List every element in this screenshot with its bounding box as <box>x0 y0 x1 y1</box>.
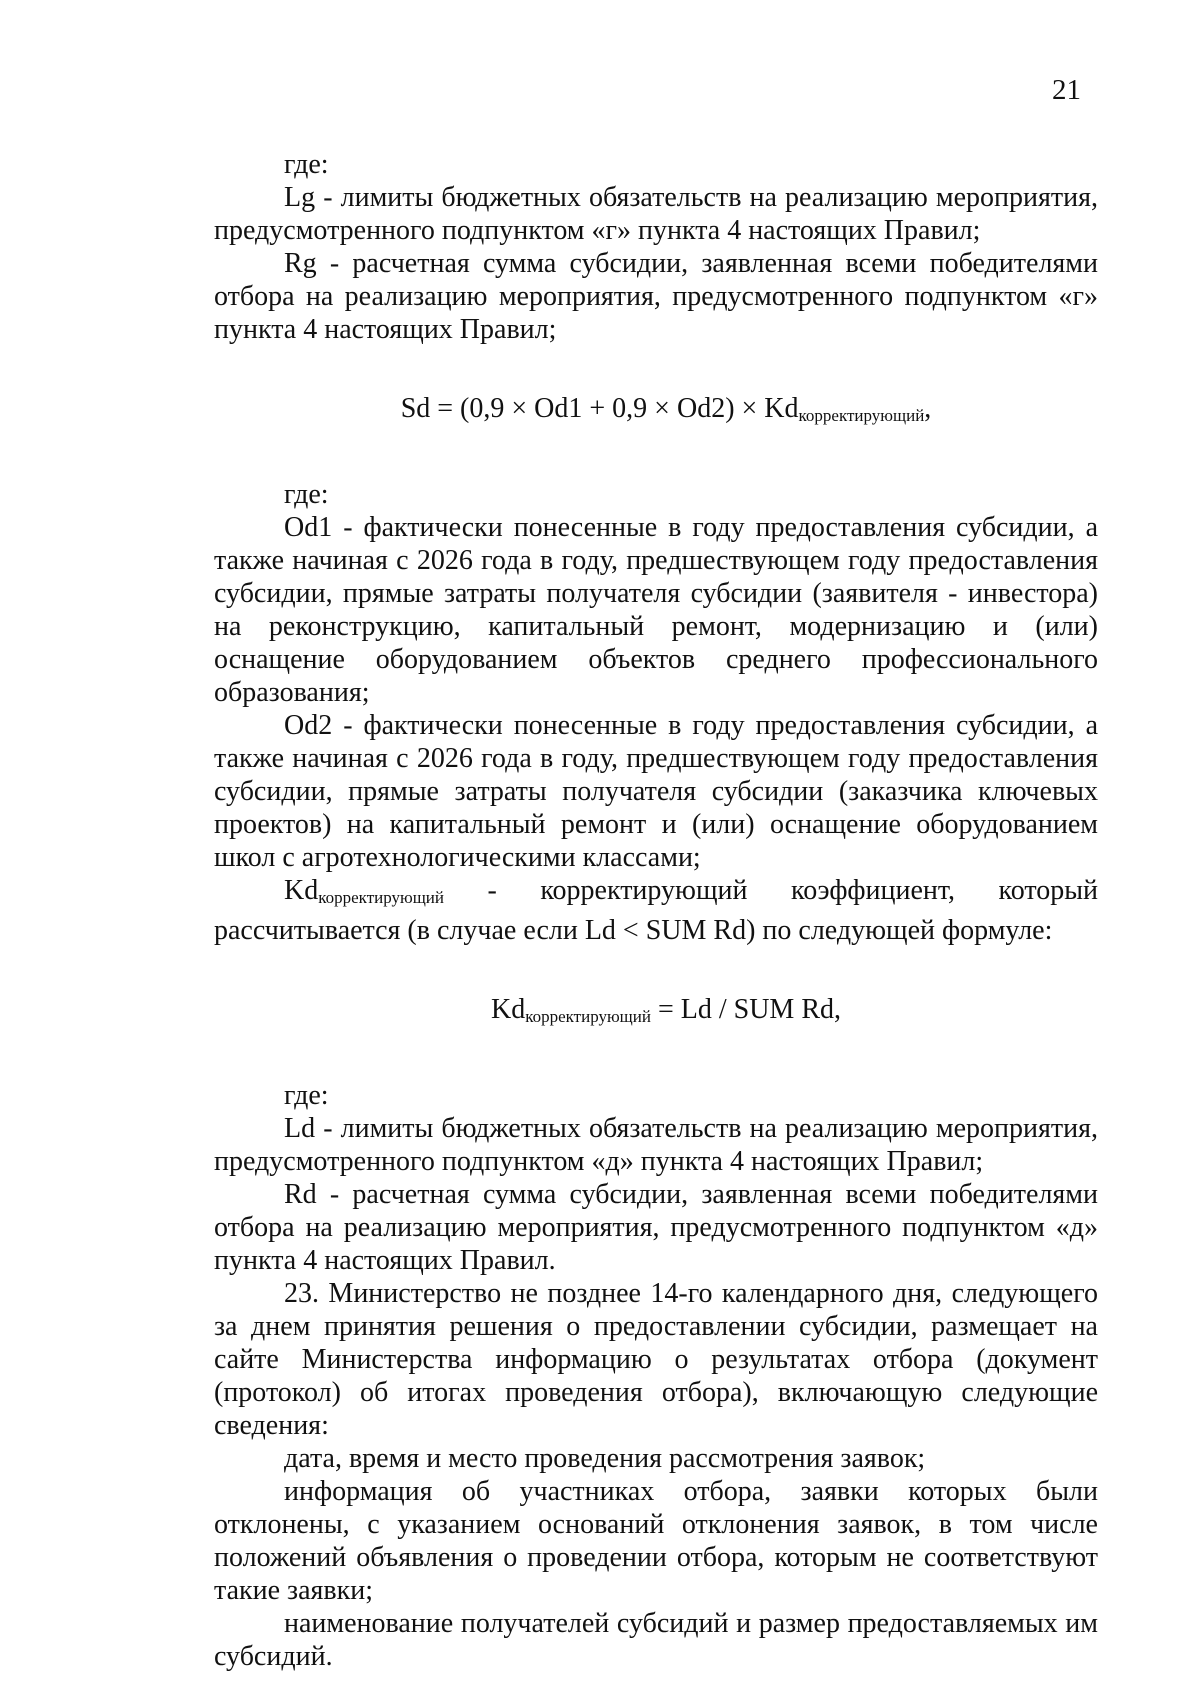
formula-kd-main: Kd <box>490 994 526 1025</box>
where-label: где: <box>284 479 329 510</box>
paragraph-rd-definition: Rd - расчетная сумма субсидии, заявленная всеми победителями отбора на реализацию мероприятия, предусмотренного подпунктом «д» пункта 4 настоящих Правил. <box>214 1179 1098 1276</box>
formula-sd-subscript: корректирующий <box>798 406 925 425</box>
where-label: где: <box>284 149 329 180</box>
formula-kd-subscript: корректирующий <box>525 1007 651 1026</box>
paragraph-od1-definition: Od1 - фактически понесенные в году предоставления субсидии, а также начиная с 2026 года в году, предшествующем году предоставления субсидии, прямые затраты получателя субсидии (заявителя - инвестора) на реконструкцию, капитальный ремонт, модернизацию и (или) оснащение оборудованием объектов среднего профессионального образования; <box>214 512 1098 708</box>
formula-kd-tail: = Ld / SUM Rd, <box>650 994 842 1025</box>
paragraph-rg-definition: Rg - расчетная сумма субсидии, заявленная всеми победителями отбора на реализацию мероприятия, предусмотренного подпунктом «г» пункта 4 настоящих Правил; <box>214 248 1098 345</box>
formula-sd-main: Sd = (0,9 × Od1 + 0,9 × Od2) × Kd <box>400 393 799 424</box>
formula-kd <box>214 993 1098 1033</box>
paragraph-kd-definition: $Kd_{корректирующий}$ - корректирующий коэффициент, который рассчитывается (в случае если Ld < SUM Rd) по следующей формуле: <box>214 875 1098 946</box>
paragraph-list-item-recipients: наименование получателей субсидий и размер предоставляемых им субсидий. <box>214 1608 1098 1672</box>
kd-term: $Kd_{корректирующий}$ <box>284 875 444 907</box>
paragraph-list-item-participants: информация об участниках отбора, заявки которых были отклонены, с указанием оснований отклонения заявок, в том числе положений объявления о проведении отбора, которым не соответствуют такие заявки; <box>214 1476 1098 1606</box>
where-label: где: <box>284 1080 329 1111</box>
document-body <box>214 148 1098 1673</box>
paragraph-ld-definition: Ld - лимиты бюджетных обязательств на реализацию мероприятия, предусмотренного подпунктом «д» пункта 4 настоящих Правил; <box>214 1113 1098 1177</box>
paragraph-list-item-date: дата, время и место проведения рассмотрения заявок; <box>284 1443 926 1474</box>
paragraph-lg-definition: Lg - лимиты бюджетных обязательств на реализацию мероприятия, предусмотренного подпунктом «г» пункта 4 настоящих Правил; <box>214 182 1098 246</box>
paragraph-od2-definition: Od2 - фактически понесенные в году предоставления субсидии, а также начиная с 2026 года в году, предшествующем году предоставления субсидии, прямые затраты получателя субсидии (заказчика ключевых проектов) на капитальный ремонт и (или) оснащение оборудованием школ с агротехнологическими классами; <box>214 710 1098 873</box>
paragraph-item-23: 23. Министерство не позднее 14-го календарного дня, следующего за днем принятия решения о предоставлении субсидии, размещает на сайте Министерства информацию о результатах отбора (документ (протокол) об итогах проведения отбора), включающую следующие сведения: <box>214 1278 1098 1441</box>
formula-sd-tail: , <box>924 393 932 424</box>
formula-sd <box>214 392 1098 432</box>
page-number: 21 <box>1052 74 1081 106</box>
